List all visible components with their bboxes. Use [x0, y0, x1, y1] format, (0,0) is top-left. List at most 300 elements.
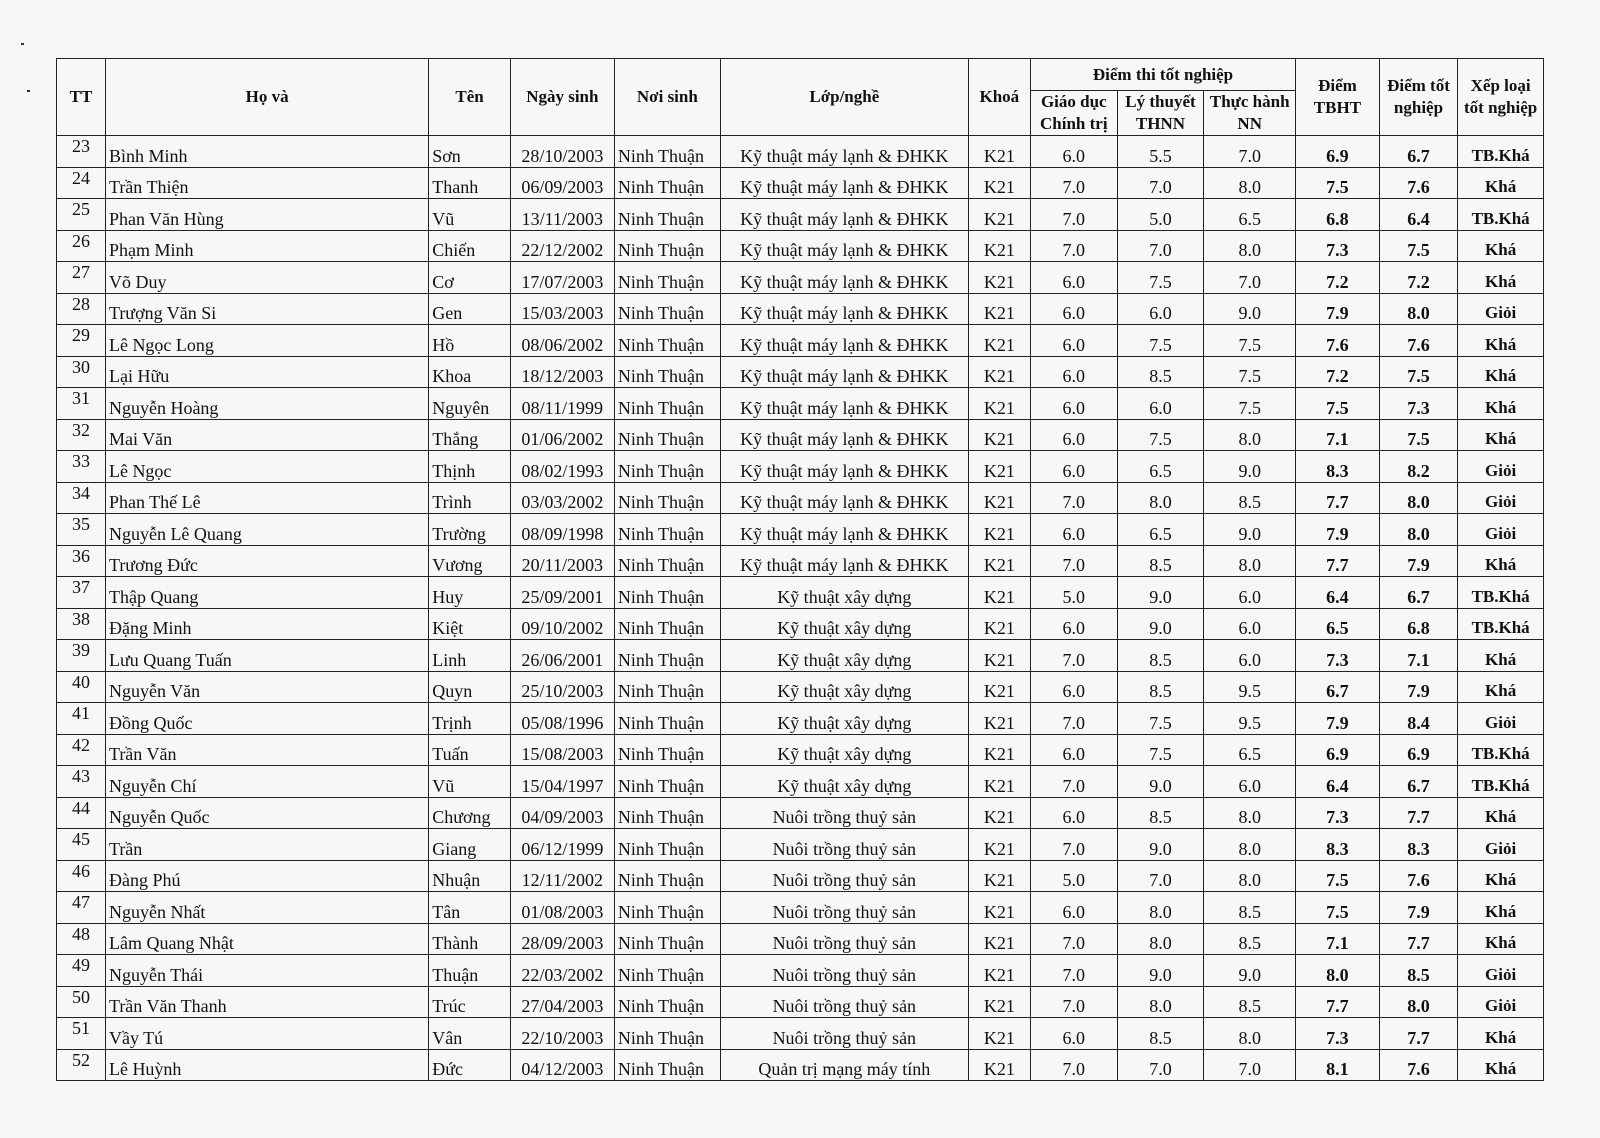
cell-noi-sinh: Ninh Thuận	[614, 545, 720, 577]
cell-diem-tot-nghiep: 8.0	[1379, 986, 1458, 1018]
cell-khoa: K21	[968, 419, 1030, 451]
cell-tt: 29	[57, 325, 106, 357]
table-row	[57, 671, 1544, 703]
table-row	[57, 640, 1544, 672]
cell-giao-duc-chinh-tri: 6.0	[1030, 325, 1117, 357]
cell-ten: Cơ	[429, 262, 511, 294]
cell-ten: Chương	[429, 797, 511, 829]
cell-ho-va: Đàng Phú	[105, 860, 428, 892]
table-row	[57, 514, 1544, 546]
cell-ho-va: Nguyễn Hoàng	[105, 388, 428, 420]
cell-ngay-sinh: 15/03/2003	[510, 293, 614, 325]
cell-diem-tbht: 6.9	[1296, 136, 1380, 168]
cell-lop-nghe: Kỹ thuật máy lạnh & ĐHKK	[720, 419, 968, 451]
cell-diem-tbht: 7.3	[1296, 1018, 1380, 1050]
cell-lop-nghe: Kỹ thuật xây dựng	[720, 640, 968, 672]
cell-ho-va: Đặng Minh	[105, 608, 428, 640]
cell-xep-loai: Khá	[1458, 923, 1544, 955]
cell-ten: Chiến	[429, 230, 511, 262]
cell-ten: Đức	[429, 1049, 511, 1081]
cell-thuc-hanh-nn: 9.0	[1204, 514, 1296, 546]
cell-diem-tbht: 6.5	[1296, 608, 1380, 640]
cell-ten: Giang	[429, 829, 511, 861]
cell-giao-duc-chinh-tri: 6.0	[1030, 451, 1117, 483]
cell-xep-loai: TB.Khá	[1458, 608, 1544, 640]
cell-ten: Quyn	[429, 671, 511, 703]
cell-tt: 39	[57, 640, 106, 672]
header-tt: TT	[57, 59, 106, 136]
cell-ngay-sinh: 05/08/1996	[510, 703, 614, 735]
cell-diem-tbht: 7.7	[1296, 482, 1380, 514]
cell-diem-tbht: 7.5	[1296, 167, 1380, 199]
cell-thuc-hanh-nn: 8.0	[1204, 860, 1296, 892]
cell-lop-nghe: Kỹ thuật máy lạnh & ĐHKK	[720, 230, 968, 262]
cell-tt: 44	[57, 797, 106, 829]
cell-ly-thuyet-thnn: 8.0	[1117, 923, 1204, 955]
cell-noi-sinh: Ninh Thuận	[614, 388, 720, 420]
header-ten: Tên	[429, 59, 511, 136]
cell-ho-va: Trần	[105, 829, 428, 861]
cell-noi-sinh: Ninh Thuận	[614, 892, 720, 924]
cell-ly-thuyet-thnn: 7.0	[1117, 230, 1204, 262]
cell-thuc-hanh-nn: 8.0	[1204, 545, 1296, 577]
cell-ten: Trúc	[429, 986, 511, 1018]
cell-ten: Thuận	[429, 955, 511, 987]
cell-thuc-hanh-nn: 7.5	[1204, 356, 1296, 388]
cell-xep-loai: Giỏi	[1458, 955, 1544, 987]
cell-ho-va: Đồng Quốc	[105, 703, 428, 735]
cell-thuc-hanh-nn: 9.0	[1204, 451, 1296, 483]
cell-ly-thuyet-thnn: 6.0	[1117, 293, 1204, 325]
cell-diem-tot-nghiep: 8.0	[1379, 514, 1458, 546]
cell-lop-nghe: Kỹ thuật máy lạnh & ĐHKK	[720, 514, 968, 546]
cell-tt: 32	[57, 419, 106, 451]
cell-ngay-sinh: 28/10/2003	[510, 136, 614, 168]
cell-khoa: K21	[968, 545, 1030, 577]
cell-ngay-sinh: 18/12/2003	[510, 356, 614, 388]
cell-diem-tbht: 7.3	[1296, 230, 1380, 262]
cell-lop-nghe: Kỹ thuật xây dựng	[720, 703, 968, 735]
cell-lop-nghe: Kỹ thuật máy lạnh & ĐHKK	[720, 356, 968, 388]
cell-noi-sinh: Ninh Thuận	[614, 608, 720, 640]
cell-diem-tbht: 7.2	[1296, 262, 1380, 294]
cell-tt: 35	[57, 514, 106, 546]
cell-noi-sinh: Ninh Thuận	[614, 640, 720, 672]
table-row	[57, 608, 1544, 640]
cell-ly-thuyet-thnn: 8.0	[1117, 482, 1204, 514]
cell-giao-duc-chinh-tri: 7.0	[1030, 766, 1117, 798]
cell-thuc-hanh-nn: 8.0	[1204, 829, 1296, 861]
cell-diem-tbht: 6.9	[1296, 734, 1380, 766]
cell-ngay-sinh: 22/03/2002	[510, 955, 614, 987]
cell-ten: Thắng	[429, 419, 511, 451]
cell-ngay-sinh: 25/09/2001	[510, 577, 614, 609]
cell-giao-duc-chinh-tri: 6.0	[1030, 262, 1117, 294]
cell-lop-nghe: Nuôi trồng thuỷ sản	[720, 892, 968, 924]
cell-noi-sinh: Ninh Thuận	[614, 230, 720, 262]
cell-ten: Linh	[429, 640, 511, 672]
cell-diem-tbht: 7.6	[1296, 325, 1380, 357]
header-diem-tbht: Điểm TBHT	[1296, 59, 1380, 136]
cell-khoa: K21	[968, 860, 1030, 892]
cell-thuc-hanh-nn: 6.0	[1204, 640, 1296, 672]
cell-lop-nghe: Nuôi trồng thuỷ sản	[720, 986, 968, 1018]
cell-ho-va: Nguyễn Quốc	[105, 797, 428, 829]
cell-khoa: K21	[968, 199, 1030, 231]
cell-ho-va: Phạm Minh	[105, 230, 428, 262]
cell-thuc-hanh-nn: 8.0	[1204, 797, 1296, 829]
cell-noi-sinh: Ninh Thuận	[614, 482, 720, 514]
cell-thuc-hanh-nn: 7.0	[1204, 262, 1296, 294]
cell-ho-va: Vầy Tú	[105, 1018, 428, 1050]
cell-ly-thuyet-thnn: 5.0	[1117, 199, 1204, 231]
cell-thuc-hanh-nn: 6.5	[1204, 199, 1296, 231]
cell-ngay-sinh: 08/11/1999	[510, 388, 614, 420]
cell-ho-va: Thập Quang	[105, 577, 428, 609]
table-row	[57, 860, 1544, 892]
cell-xep-loai: Khá	[1458, 167, 1544, 199]
cell-lop-nghe: Kỹ thuật máy lạnh & ĐHKK	[720, 545, 968, 577]
cell-xep-loai: TB.Khá	[1458, 734, 1544, 766]
cell-tt: 49	[57, 955, 106, 987]
cell-noi-sinh: Ninh Thuận	[614, 1018, 720, 1050]
cell-diem-tot-nghiep: 7.6	[1379, 167, 1458, 199]
cell-giao-duc-chinh-tri: 6.0	[1030, 136, 1117, 168]
cell-ho-va: Phan Văn Hùng	[105, 199, 428, 231]
cell-diem-tot-nghiep: 7.2	[1379, 262, 1458, 294]
cell-noi-sinh: Ninh Thuận	[614, 325, 720, 357]
cell-diem-tbht: 7.7	[1296, 986, 1380, 1018]
cell-ly-thuyet-thnn: 5.5	[1117, 136, 1204, 168]
cell-lop-nghe: Kỹ thuật xây dựng	[720, 608, 968, 640]
cell-diem-tot-nghiep: 7.6	[1379, 1049, 1458, 1081]
cell-tt: 27	[57, 262, 106, 294]
cell-diem-tbht: 8.0	[1296, 955, 1380, 987]
cell-ten: Trịnh	[429, 703, 511, 735]
graduation-results-sheet	[56, 58, 1544, 1081]
cell-noi-sinh: Ninh Thuận	[614, 766, 720, 798]
cell-khoa: K21	[968, 766, 1030, 798]
cell-noi-sinh: Ninh Thuận	[614, 136, 720, 168]
cell-xep-loai: Khá	[1458, 892, 1544, 924]
header-ngay-sinh: Ngày sinh	[510, 59, 614, 136]
cell-ly-thuyet-thnn: 8.0	[1117, 892, 1204, 924]
cell-xep-loai: Giỏi	[1458, 451, 1544, 483]
cell-khoa: K21	[968, 262, 1030, 294]
table-row	[57, 986, 1544, 1018]
cell-khoa: K21	[968, 482, 1030, 514]
cell-khoa: K21	[968, 388, 1030, 420]
cell-diem-tot-nghiep: 6.7	[1379, 136, 1458, 168]
cell-ho-va: Nguyễn Văn	[105, 671, 428, 703]
header-giao-duc-chinh-tri: Giáo dục Chính trị	[1030, 91, 1117, 136]
cell-xep-loai: Giỏi	[1458, 703, 1544, 735]
cell-noi-sinh: Ninh Thuận	[614, 577, 720, 609]
cell-ten: Gen	[429, 293, 511, 325]
cell-lop-nghe: Nuôi trồng thuỷ sản	[720, 955, 968, 987]
cell-diem-tot-nghiep: 8.3	[1379, 829, 1458, 861]
header-lop-nghe: Lớp/nghề	[720, 59, 968, 136]
cell-khoa: K21	[968, 955, 1030, 987]
cell-lop-nghe: Nuôi trồng thuỷ sản	[720, 860, 968, 892]
cell-lop-nghe: Nuôi trồng thuỷ sản	[720, 797, 968, 829]
cell-ten: Tân	[429, 892, 511, 924]
cell-diem-tbht: 6.4	[1296, 766, 1380, 798]
cell-diem-tbht: 7.9	[1296, 703, 1380, 735]
cell-noi-sinh: Ninh Thuận	[614, 671, 720, 703]
cell-khoa: K21	[968, 356, 1030, 388]
cell-lop-nghe: Kỹ thuật xây dựng	[720, 577, 968, 609]
cell-ho-va: Nguyễn Lê Quang	[105, 514, 428, 546]
scan-speck	[21, 43, 24, 45]
cell-giao-duc-chinh-tri: 5.0	[1030, 860, 1117, 892]
cell-diem-tbht: 6.8	[1296, 199, 1380, 231]
cell-ngay-sinh: 26/06/2001	[510, 640, 614, 672]
cell-xep-loai: Khá	[1458, 545, 1544, 577]
cell-diem-tbht: 7.7	[1296, 545, 1380, 577]
cell-ho-va: Trượng Văn Si	[105, 293, 428, 325]
cell-ngay-sinh: 20/11/2003	[510, 545, 614, 577]
cell-thuc-hanh-nn: 9.0	[1204, 293, 1296, 325]
cell-noi-sinh: Ninh Thuận	[614, 419, 720, 451]
cell-tt: 26	[57, 230, 106, 262]
cell-xep-loai: Khá	[1458, 325, 1544, 357]
cell-ly-thuyet-thnn: 8.5	[1117, 797, 1204, 829]
cell-diem-tbht: 7.9	[1296, 293, 1380, 325]
cell-giao-duc-chinh-tri: 7.0	[1030, 199, 1117, 231]
cell-giao-duc-chinh-tri: 7.0	[1030, 703, 1117, 735]
table-row	[57, 703, 1544, 735]
cell-xep-loai: Khá	[1458, 230, 1544, 262]
cell-lop-nghe: Kỹ thuật máy lạnh & ĐHKK	[720, 451, 968, 483]
cell-thuc-hanh-nn: 7.5	[1204, 325, 1296, 357]
cell-diem-tbht: 7.2	[1296, 356, 1380, 388]
cell-khoa: K21	[968, 986, 1030, 1018]
cell-tt: 50	[57, 986, 106, 1018]
cell-diem-tot-nghiep: 6.4	[1379, 199, 1458, 231]
cell-diem-tot-nghiep: 7.9	[1379, 671, 1458, 703]
cell-tt: 33	[57, 451, 106, 483]
cell-giao-duc-chinh-tri: 7.0	[1030, 923, 1117, 955]
cell-diem-tot-nghiep: 7.9	[1379, 545, 1458, 577]
cell-ho-va: Lại Hữu	[105, 356, 428, 388]
cell-thuc-hanh-nn: 6.0	[1204, 577, 1296, 609]
cell-xep-loai: Khá	[1458, 640, 1544, 672]
cell-giao-duc-chinh-tri: 6.0	[1030, 671, 1117, 703]
cell-ho-va: Lê Huỳnh	[105, 1049, 428, 1081]
cell-ly-thuyet-thnn: 8.5	[1117, 671, 1204, 703]
table-row	[57, 829, 1544, 861]
cell-ly-thuyet-thnn: 9.0	[1117, 955, 1204, 987]
cell-lop-nghe: Kỹ thuật xây dựng	[720, 671, 968, 703]
cell-ly-thuyet-thnn: 9.0	[1117, 577, 1204, 609]
cell-ly-thuyet-thnn: 6.5	[1117, 451, 1204, 483]
cell-xep-loai: Giỏi	[1458, 829, 1544, 861]
table-row	[57, 419, 1544, 451]
table-row	[57, 388, 1544, 420]
cell-giao-duc-chinh-tri: 6.0	[1030, 734, 1117, 766]
cell-thuc-hanh-nn: 6.5	[1204, 734, 1296, 766]
cell-ngay-sinh: 03/03/2002	[510, 482, 614, 514]
cell-xep-loai: TB.Khá	[1458, 199, 1544, 231]
cell-xep-loai: TB.Khá	[1458, 577, 1544, 609]
cell-lop-nghe: Kỹ thuật máy lạnh & ĐHKK	[720, 136, 968, 168]
cell-noi-sinh: Ninh Thuận	[614, 829, 720, 861]
cell-giao-duc-chinh-tri: 6.0	[1030, 1018, 1117, 1050]
scan-speck	[27, 90, 30, 92]
cell-diem-tot-nghiep: 7.5	[1379, 419, 1458, 451]
cell-giao-duc-chinh-tri: 7.0	[1030, 829, 1117, 861]
cell-giao-duc-chinh-tri: 7.0	[1030, 167, 1117, 199]
cell-ly-thuyet-thnn: 7.5	[1117, 734, 1204, 766]
cell-lop-nghe: Kỹ thuật máy lạnh & ĐHKK	[720, 167, 968, 199]
cell-diem-tbht: 7.5	[1296, 860, 1380, 892]
cell-diem-tot-nghiep: 7.9	[1379, 892, 1458, 924]
cell-thuc-hanh-nn: 8.5	[1204, 923, 1296, 955]
cell-ly-thuyet-thnn: 7.0	[1117, 167, 1204, 199]
cell-khoa: K21	[968, 293, 1030, 325]
cell-noi-sinh: Ninh Thuận	[614, 167, 720, 199]
cell-ten: Sơn	[429, 136, 511, 168]
cell-xep-loai: Khá	[1458, 860, 1544, 892]
cell-giao-duc-chinh-tri: 7.0	[1030, 230, 1117, 262]
cell-diem-tot-nghiep: 7.6	[1379, 860, 1458, 892]
cell-lop-nghe: Kỹ thuật máy lạnh & ĐHKK	[720, 482, 968, 514]
cell-diem-tot-nghiep: 8.4	[1379, 703, 1458, 735]
cell-ten: Thanh	[429, 167, 511, 199]
cell-noi-sinh: Ninh Thuận	[614, 356, 720, 388]
cell-diem-tbht: 7.5	[1296, 892, 1380, 924]
cell-noi-sinh: Ninh Thuận	[614, 262, 720, 294]
cell-khoa: K21	[968, 923, 1030, 955]
cell-khoa: K21	[968, 703, 1030, 735]
cell-ho-va: Trần Văn	[105, 734, 428, 766]
cell-giao-duc-chinh-tri: 6.0	[1030, 892, 1117, 924]
cell-ten: Trường	[429, 514, 511, 546]
table-row	[57, 136, 1544, 168]
table-row	[57, 797, 1544, 829]
cell-diem-tbht: 8.3	[1296, 451, 1380, 483]
table-row	[57, 356, 1544, 388]
cell-ly-thuyet-thnn: 8.5	[1117, 1018, 1204, 1050]
header-ho-va: Họ và	[105, 59, 428, 136]
cell-noi-sinh: Ninh Thuận	[614, 986, 720, 1018]
cell-giao-duc-chinh-tri: 7.0	[1030, 482, 1117, 514]
header-diem-tot-nghiep: Điểm tốt nghiệp	[1379, 59, 1458, 136]
cell-giao-duc-chinh-tri: 6.0	[1030, 388, 1117, 420]
cell-xep-loai: Giỏi	[1458, 986, 1544, 1018]
cell-ly-thuyet-thnn: 7.5	[1117, 262, 1204, 294]
cell-tt: 51	[57, 1018, 106, 1050]
cell-ngay-sinh: 12/11/2002	[510, 860, 614, 892]
cell-lop-nghe: Nuôi trồng thuỷ sản	[720, 1018, 968, 1050]
cell-ly-thuyet-thnn: 6.5	[1117, 514, 1204, 546]
cell-thuc-hanh-nn: 8.5	[1204, 482, 1296, 514]
table-row	[57, 1018, 1544, 1050]
cell-khoa: K21	[968, 671, 1030, 703]
cell-diem-tot-nghiep: 7.5	[1379, 230, 1458, 262]
cell-thuc-hanh-nn: 8.0	[1204, 230, 1296, 262]
table-row	[57, 293, 1544, 325]
cell-xep-loai: TB.Khá	[1458, 766, 1544, 798]
cell-tt: 42	[57, 734, 106, 766]
header-thuc-hanh-nn: Thực hành NN	[1204, 91, 1296, 136]
cell-noi-sinh: Ninh Thuận	[614, 797, 720, 829]
cell-giao-duc-chinh-tri: 7.0	[1030, 955, 1117, 987]
cell-lop-nghe: Kỹ thuật máy lạnh & ĐHKK	[720, 199, 968, 231]
cell-diem-tbht: 8.1	[1296, 1049, 1380, 1081]
cell-xep-loai: Khá	[1458, 262, 1544, 294]
cell-khoa: K21	[968, 1018, 1030, 1050]
cell-ten: Trình	[429, 482, 511, 514]
cell-giao-duc-chinh-tri: 6.0	[1030, 419, 1117, 451]
table-row	[57, 955, 1544, 987]
cell-diem-tot-nghiep: 7.7	[1379, 797, 1458, 829]
cell-thuc-hanh-nn: 9.0	[1204, 955, 1296, 987]
cell-diem-tot-nghiep: 8.0	[1379, 293, 1458, 325]
cell-ngay-sinh: 06/12/1999	[510, 829, 614, 861]
cell-xep-loai: Khá	[1458, 1018, 1544, 1050]
cell-ho-va: Nguyễn Chí	[105, 766, 428, 798]
cell-lop-nghe: Kỹ thuật xây dựng	[720, 766, 968, 798]
cell-tt: 52	[57, 1049, 106, 1081]
cell-ho-va: Trương Đức	[105, 545, 428, 577]
cell-ho-va: Trần Thiện	[105, 167, 428, 199]
cell-noi-sinh: Ninh Thuận	[614, 514, 720, 546]
cell-giao-duc-chinh-tri: 6.0	[1030, 608, 1117, 640]
cell-khoa: K21	[968, 608, 1030, 640]
cell-diem-tbht: 7.3	[1296, 640, 1380, 672]
cell-diem-tbht: 6.7	[1296, 671, 1380, 703]
cell-ngay-sinh: 28/09/2003	[510, 923, 614, 955]
cell-tt: 31	[57, 388, 106, 420]
cell-ngay-sinh: 15/08/2003	[510, 734, 614, 766]
cell-diem-tbht: 8.3	[1296, 829, 1380, 861]
cell-thuc-hanh-nn: 9.5	[1204, 703, 1296, 735]
cell-noi-sinh: Ninh Thuận	[614, 923, 720, 955]
cell-thuc-hanh-nn: 7.0	[1204, 136, 1296, 168]
cell-ly-thuyet-thnn: 7.0	[1117, 860, 1204, 892]
cell-ly-thuyet-thnn: 7.5	[1117, 703, 1204, 735]
graduation-results-table	[56, 58, 1544, 1081]
cell-diem-tot-nghiep: 7.6	[1379, 325, 1458, 357]
cell-khoa: K21	[968, 230, 1030, 262]
cell-ho-va: Trần Văn Thanh	[105, 986, 428, 1018]
cell-diem-tot-nghiep: 8.5	[1379, 955, 1458, 987]
cell-diem-tot-nghiep: 7.1	[1379, 640, 1458, 672]
cell-noi-sinh: Ninh Thuận	[614, 955, 720, 987]
cell-khoa: K21	[968, 892, 1030, 924]
cell-diem-tbht: 7.1	[1296, 923, 1380, 955]
cell-ten: Vương	[429, 545, 511, 577]
cell-giao-duc-chinh-tri: 6.0	[1030, 514, 1117, 546]
cell-diem-tot-nghiep: 6.7	[1379, 577, 1458, 609]
cell-thuc-hanh-nn: 7.0	[1204, 1049, 1296, 1081]
cell-diem-tot-nghiep: 7.3	[1379, 388, 1458, 420]
cell-ly-thuyet-thnn: 8.5	[1117, 356, 1204, 388]
cell-tt: 47	[57, 892, 106, 924]
cell-khoa: K21	[968, 514, 1030, 546]
cell-ngay-sinh: 27/04/2003	[510, 986, 614, 1018]
cell-xep-loai: Khá	[1458, 388, 1544, 420]
cell-tt: 40	[57, 671, 106, 703]
cell-ngay-sinh: 06/09/2003	[510, 167, 614, 199]
cell-noi-sinh: Ninh Thuận	[614, 199, 720, 231]
cell-ho-va: Nguyễn Thái	[105, 955, 428, 987]
cell-diem-tot-nghiep: 6.9	[1379, 734, 1458, 766]
table-row	[57, 325, 1544, 357]
cell-giao-duc-chinh-tri: 7.0	[1030, 640, 1117, 672]
